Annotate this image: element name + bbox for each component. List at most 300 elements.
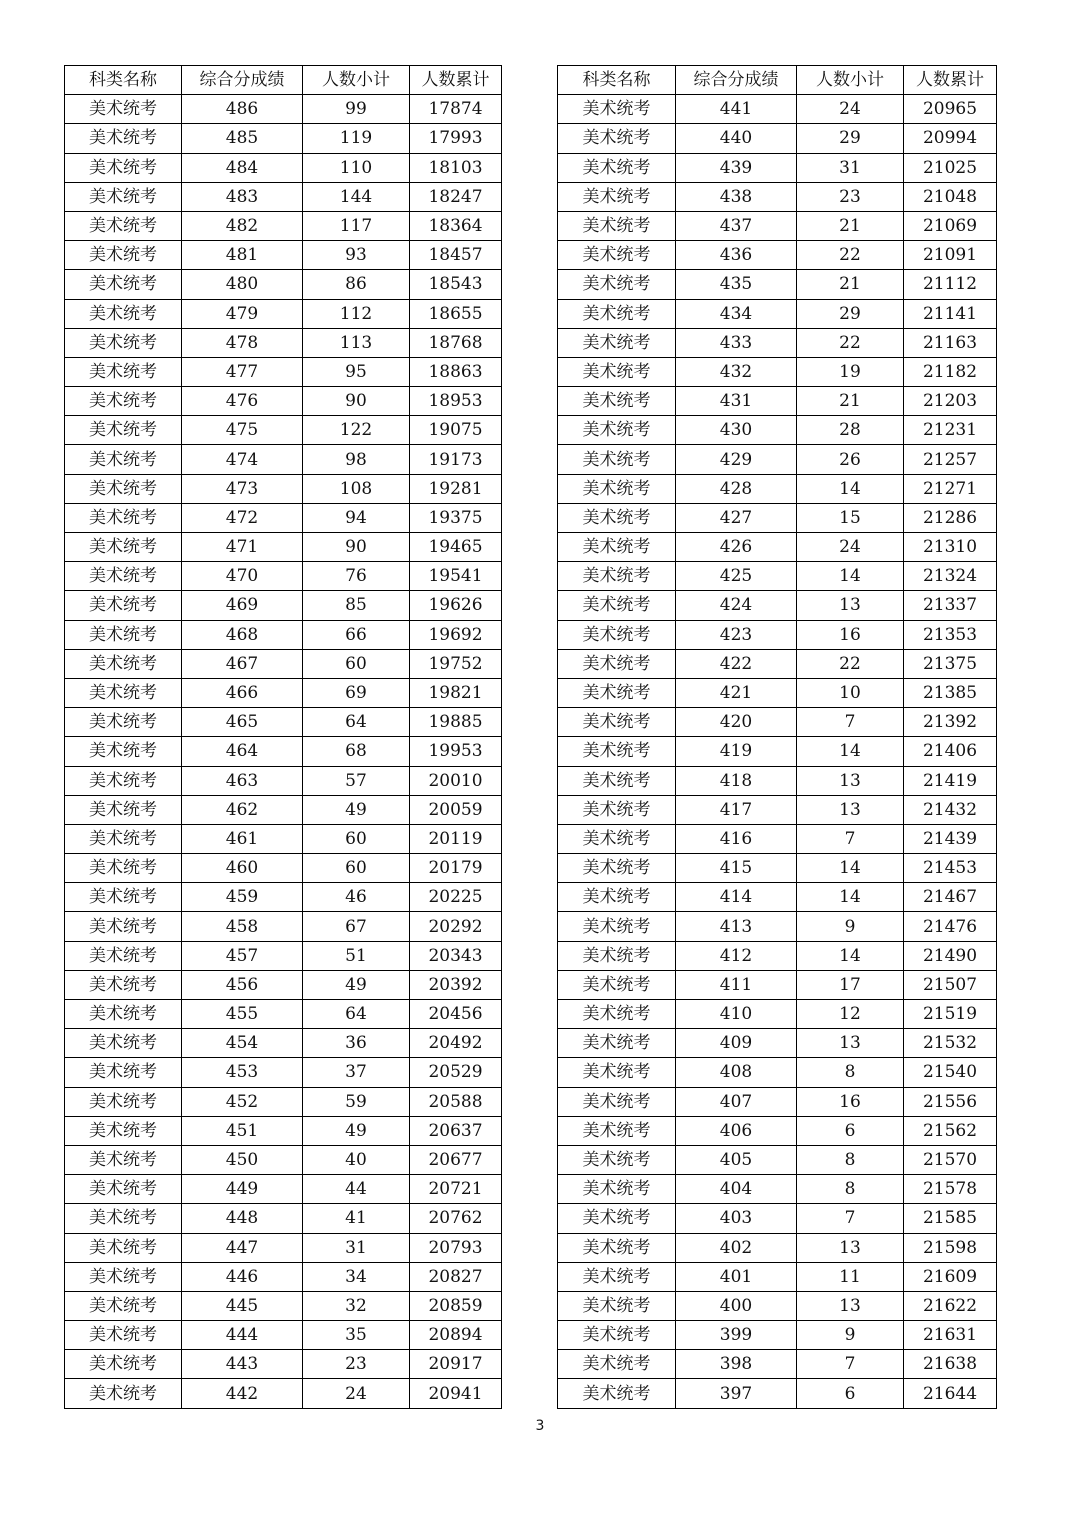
table-row [558, 766, 997, 795]
count-cell: 67 [303, 912, 410, 941]
score-cell: 447 [182, 1233, 303, 1262]
score-cell: 472 [182, 503, 303, 532]
table-row [558, 1175, 997, 1204]
table-row [65, 912, 502, 941]
count-cell: 13 [797, 795, 904, 824]
count-cell: 22 [797, 241, 904, 270]
count-cell: 49 [303, 795, 410, 824]
category-cell: 美术统考 [558, 708, 676, 737]
count-cell: 40 [303, 1145, 410, 1174]
cumulative-cell: 21025 [904, 153, 997, 182]
category-cell: 美术统考 [558, 182, 676, 211]
category-cell: 美术统考 [558, 1233, 676, 1262]
table-row [65, 562, 502, 591]
table-row [65, 503, 502, 532]
count-cell: 64 [303, 1000, 410, 1029]
score-cell: 409 [676, 1029, 797, 1058]
table-row [558, 95, 997, 124]
cumulative-cell: 21507 [904, 970, 997, 999]
count-cell: 51 [303, 941, 410, 970]
count-cell: 69 [303, 678, 410, 707]
cumulative-cell: 20793 [410, 1233, 502, 1262]
cumulative-cell: 18655 [410, 299, 502, 328]
score-cell: 460 [182, 854, 303, 883]
cumulative-cell: 20965 [904, 95, 997, 124]
table-row [65, 591, 502, 620]
category-cell: 美术统考 [65, 620, 182, 649]
score-cell: 476 [182, 387, 303, 416]
count-cell: 23 [797, 182, 904, 211]
cumulative-cell: 21203 [904, 387, 997, 416]
score-cell: 435 [676, 270, 797, 299]
cumulative-cell: 21406 [904, 737, 997, 766]
table-row [65, 1379, 502, 1408]
score-cell: 411 [676, 970, 797, 999]
table-row [558, 1262, 997, 1291]
score-cell: 430 [676, 416, 797, 445]
table-row [65, 387, 502, 416]
score-cell: 406 [676, 1116, 797, 1145]
cumulative-cell: 21182 [904, 357, 997, 386]
table-row [65, 474, 502, 503]
table-row [65, 649, 502, 678]
category-cell: 美术统考 [558, 795, 676, 824]
score-cell: 463 [182, 766, 303, 795]
count-cell: 24 [303, 1379, 410, 1408]
cumulative-cell: 20179 [410, 854, 502, 883]
score-cell: 422 [676, 649, 797, 678]
table-row [558, 708, 997, 737]
count-cell: 21 [797, 270, 904, 299]
score-cell: 454 [182, 1029, 303, 1058]
category-cell: 美术统考 [65, 503, 182, 532]
header-row [558, 66, 997, 95]
cumulative-cell: 21467 [904, 883, 997, 912]
category-cell: 美术统考 [65, 1233, 182, 1262]
table-row [558, 1145, 997, 1174]
score-cell: 462 [182, 795, 303, 824]
cumulative-cell: 18768 [410, 328, 502, 357]
table-row [558, 416, 997, 445]
category-cell: 美术统考 [558, 1000, 676, 1029]
category-cell: 美术统考 [65, 1350, 182, 1379]
score-cell: 450 [182, 1145, 303, 1174]
cumulative-cell: 21476 [904, 912, 997, 941]
cumulative-cell: 21419 [904, 766, 997, 795]
table-row [558, 503, 997, 532]
count-cell: 64 [303, 708, 410, 737]
count-cell: 13 [797, 591, 904, 620]
cumulative-cell: 21375 [904, 649, 997, 678]
score-cell: 455 [182, 1000, 303, 1029]
count-cell: 13 [797, 1291, 904, 1320]
table-row [558, 241, 997, 270]
score-cell: 448 [182, 1204, 303, 1233]
score-cell: 475 [182, 416, 303, 445]
count-cell: 9 [797, 912, 904, 941]
table-row [558, 1058, 997, 1087]
cumulative-cell: 21598 [904, 1233, 997, 1262]
table-row [65, 708, 502, 737]
count-cell: 13 [797, 1233, 904, 1262]
table-row [558, 737, 997, 766]
table-row [65, 1291, 502, 1320]
category-cell: 美术统考 [558, 1291, 676, 1320]
count-cell: 32 [303, 1291, 410, 1320]
table-row [558, 445, 997, 474]
cumulative-cell: 21353 [904, 620, 997, 649]
table-row [65, 1000, 502, 1029]
table-row [65, 416, 502, 445]
cumulative-cell: 20894 [410, 1321, 502, 1350]
table-row [558, 474, 997, 503]
cumulative-cell: 18953 [410, 387, 502, 416]
count-cell: 24 [797, 95, 904, 124]
category-cell: 美术统考 [65, 270, 182, 299]
category-cell: 美术统考 [558, 474, 676, 503]
score-cell: 417 [676, 795, 797, 824]
cumulative-cell: 21622 [904, 1291, 997, 1320]
cumulative-cell: 20059 [410, 795, 502, 824]
cumulative-cell: 20994 [904, 124, 997, 153]
score-cell: 479 [182, 299, 303, 328]
count-cell: 29 [797, 124, 904, 153]
count-cell: 117 [303, 211, 410, 240]
category-cell: 美术统考 [65, 1029, 182, 1058]
count-cell: 7 [797, 1204, 904, 1233]
category-cell: 美术统考 [65, 299, 182, 328]
table-row [558, 533, 997, 562]
table-row [558, 1029, 997, 1058]
score-cell: 423 [676, 620, 797, 649]
cumulative-cell: 21112 [904, 270, 997, 299]
cumulative-cell: 20119 [410, 824, 502, 853]
table-row [558, 562, 997, 591]
table-row [558, 970, 997, 999]
table-row [65, 1145, 502, 1174]
cumulative-cell: 21091 [904, 241, 997, 270]
category-cell: 美术统考 [65, 824, 182, 853]
score-cell: 421 [676, 678, 797, 707]
table-row [65, 970, 502, 999]
score-cell: 420 [676, 708, 797, 737]
cumulative-cell: 21609 [904, 1262, 997, 1291]
category-cell: 美术统考 [558, 620, 676, 649]
score-cell: 404 [676, 1175, 797, 1204]
count-cell: 37 [303, 1058, 410, 1087]
count-cell: 66 [303, 620, 410, 649]
count-cell: 21 [797, 387, 904, 416]
score-cell: 415 [676, 854, 797, 883]
score-cell: 461 [182, 824, 303, 853]
count-cell: 12 [797, 1000, 904, 1029]
category-cell: 美术统考 [65, 357, 182, 386]
category-cell: 美术统考 [558, 445, 676, 474]
category-cell: 美术统考 [558, 883, 676, 912]
table-row [558, 153, 997, 182]
count-cell: 119 [303, 124, 410, 153]
cumulative-cell: 18863 [410, 357, 502, 386]
category-cell: 美术统考 [65, 1087, 182, 1116]
category-cell: 美术统考 [558, 1321, 676, 1350]
cumulative-cell: 18543 [410, 270, 502, 299]
cumulative-cell: 21638 [904, 1350, 997, 1379]
table-row [65, 95, 502, 124]
category-cell: 美术统考 [558, 1029, 676, 1058]
column-header: 综合分成绩 [182, 66, 303, 95]
score-cell: 397 [676, 1379, 797, 1408]
column-header: 人数累计 [904, 66, 997, 95]
count-cell: 31 [303, 1233, 410, 1262]
score-cell: 426 [676, 533, 797, 562]
score-cell: 433 [676, 328, 797, 357]
count-cell: 13 [797, 1029, 904, 1058]
cumulative-cell: 21286 [904, 503, 997, 532]
category-cell: 美术统考 [65, 241, 182, 270]
score-cell: 416 [676, 824, 797, 853]
count-cell: 28 [797, 416, 904, 445]
table-row [65, 241, 502, 270]
cumulative-cell: 20762 [410, 1204, 502, 1233]
table-row [65, 153, 502, 182]
category-cell: 美术统考 [65, 649, 182, 678]
score-cell: 459 [182, 883, 303, 912]
score-cell: 474 [182, 445, 303, 474]
table-row [558, 1000, 997, 1029]
category-cell: 美术统考 [558, 678, 676, 707]
count-cell: 7 [797, 708, 904, 737]
count-cell: 10 [797, 678, 904, 707]
cumulative-cell: 17993 [410, 124, 502, 153]
cumulative-cell: 21453 [904, 854, 997, 883]
category-cell: 美术统考 [558, 241, 676, 270]
cumulative-cell: 21439 [904, 824, 997, 853]
category-cell: 美术统考 [558, 533, 676, 562]
category-cell: 美术统考 [558, 854, 676, 883]
table-row [65, 766, 502, 795]
table-row [558, 678, 997, 707]
table-row [558, 854, 997, 883]
cumulative-cell: 20392 [410, 970, 502, 999]
category-cell: 美术统考 [65, 854, 182, 883]
table-row [65, 678, 502, 707]
table-row [558, 1087, 997, 1116]
count-cell: 110 [303, 153, 410, 182]
cumulative-cell: 21644 [904, 1379, 997, 1408]
cumulative-cell: 20941 [410, 1379, 502, 1408]
cumulative-cell: 19821 [410, 678, 502, 707]
count-cell: 57 [303, 766, 410, 795]
cumulative-cell: 19541 [410, 562, 502, 591]
cumulative-cell: 21163 [904, 328, 997, 357]
table-row [65, 1262, 502, 1291]
count-cell: 6 [797, 1379, 904, 1408]
score-cell: 436 [676, 241, 797, 270]
cumulative-cell: 20588 [410, 1087, 502, 1116]
cumulative-cell: 20827 [410, 1262, 502, 1291]
category-cell: 美术统考 [65, 1000, 182, 1029]
count-cell: 9 [797, 1321, 904, 1350]
category-cell: 美术统考 [65, 416, 182, 445]
score-cell: 451 [182, 1116, 303, 1145]
count-cell: 14 [797, 562, 904, 591]
table-row [65, 533, 502, 562]
score-cell: 431 [676, 387, 797, 416]
score-cell: 452 [182, 1087, 303, 1116]
table-row [558, 1291, 997, 1320]
cumulative-cell: 21141 [904, 299, 997, 328]
category-cell: 美术统考 [65, 708, 182, 737]
count-cell: 76 [303, 562, 410, 591]
score-cell: 440 [676, 124, 797, 153]
column-header: 科类名称 [65, 66, 182, 95]
cumulative-cell: 19281 [410, 474, 502, 503]
category-cell: 美术统考 [558, 737, 676, 766]
cumulative-cell: 20917 [410, 1350, 502, 1379]
count-cell: 93 [303, 241, 410, 270]
score-cell: 481 [182, 241, 303, 270]
score-cell: 449 [182, 1175, 303, 1204]
score-cell: 468 [182, 620, 303, 649]
category-cell: 美术统考 [65, 970, 182, 999]
category-cell: 美术统考 [558, 941, 676, 970]
score-cell: 419 [676, 737, 797, 766]
category-cell: 美术统考 [65, 912, 182, 941]
cumulative-cell: 20225 [410, 883, 502, 912]
table-row [65, 620, 502, 649]
cumulative-cell: 21631 [904, 1321, 997, 1350]
category-cell: 美术统考 [558, 299, 676, 328]
column-header: 人数累计 [410, 66, 502, 95]
cumulative-cell: 21585 [904, 1204, 997, 1233]
score-cell: 400 [676, 1291, 797, 1320]
count-cell: 8 [797, 1175, 904, 1204]
score-cell: 432 [676, 357, 797, 386]
table-row [558, 182, 997, 211]
score-cell: 484 [182, 153, 303, 182]
category-cell: 美术统考 [65, 1145, 182, 1174]
table-row [65, 737, 502, 766]
page-number: 3 [535, 1418, 545, 1434]
table-row [65, 1350, 502, 1379]
cumulative-cell: 21578 [904, 1175, 997, 1204]
score-cell: 486 [182, 95, 303, 124]
cumulative-cell: 17874 [410, 95, 502, 124]
count-cell: 122 [303, 416, 410, 445]
table-row [558, 124, 997, 153]
category-cell: 美术统考 [65, 533, 182, 562]
table-row [558, 357, 997, 386]
count-cell: 23 [303, 1350, 410, 1379]
count-cell: 36 [303, 1029, 410, 1058]
count-cell: 99 [303, 95, 410, 124]
score-cell: 473 [182, 474, 303, 503]
category-cell: 美术统考 [558, 591, 676, 620]
score-cell: 428 [676, 474, 797, 503]
category-cell: 美术统考 [558, 1087, 676, 1116]
category-cell: 美术统考 [558, 328, 676, 357]
category-cell: 美术统考 [65, 474, 182, 503]
cumulative-cell: 18457 [410, 241, 502, 270]
score-cell: 425 [676, 562, 797, 591]
table-row [65, 445, 502, 474]
count-cell: 11 [797, 1262, 904, 1291]
score-cell: 482 [182, 211, 303, 240]
cumulative-cell: 21519 [904, 1000, 997, 1029]
score-cell: 402 [676, 1233, 797, 1262]
count-cell: 14 [797, 883, 904, 912]
count-cell: 44 [303, 1175, 410, 1204]
category-cell: 美术统考 [65, 941, 182, 970]
category-cell: 美术统考 [558, 1058, 676, 1087]
count-cell: 90 [303, 533, 410, 562]
score-cell: 470 [182, 562, 303, 591]
count-cell: 14 [797, 941, 904, 970]
score-cell: 469 [182, 591, 303, 620]
count-cell: 8 [797, 1058, 904, 1087]
count-cell: 41 [303, 1204, 410, 1233]
category-cell: 美术统考 [558, 649, 676, 678]
score-cell: 445 [182, 1291, 303, 1320]
count-cell: 16 [797, 620, 904, 649]
column-header: 综合分成绩 [676, 66, 797, 95]
cumulative-cell: 21556 [904, 1087, 997, 1116]
category-cell: 美术统考 [558, 970, 676, 999]
count-cell: 21 [797, 211, 904, 240]
score-table-left [64, 65, 502, 1409]
table-row [65, 357, 502, 386]
table-row [558, 328, 997, 357]
category-cell: 美术统考 [65, 883, 182, 912]
table-row [65, 124, 502, 153]
count-cell: 94 [303, 503, 410, 532]
table-row [558, 1204, 997, 1233]
table-row [558, 1379, 997, 1408]
category-cell: 美术统考 [558, 153, 676, 182]
count-cell: 68 [303, 737, 410, 766]
score-cell: 444 [182, 1321, 303, 1350]
count-cell: 7 [797, 824, 904, 853]
table-row [65, 883, 502, 912]
category-cell: 美术统考 [65, 445, 182, 474]
table-row [65, 1233, 502, 1262]
table-row [558, 1350, 997, 1379]
cumulative-cell: 19075 [410, 416, 502, 445]
cumulative-cell: 20721 [410, 1175, 502, 1204]
count-cell: 22 [797, 649, 904, 678]
score-cell: 414 [676, 883, 797, 912]
category-cell: 美术统考 [558, 95, 676, 124]
cumulative-cell: 20529 [410, 1058, 502, 1087]
table-row [65, 1204, 502, 1233]
table-row [65, 182, 502, 211]
cumulative-cell: 21392 [904, 708, 997, 737]
table-row [65, 1029, 502, 1058]
count-cell: 26 [797, 445, 904, 474]
category-cell: 美术统考 [558, 912, 676, 941]
cumulative-cell: 20677 [410, 1145, 502, 1174]
cumulative-cell: 19885 [410, 708, 502, 737]
table-row [558, 824, 997, 853]
score-cell: 412 [676, 941, 797, 970]
cumulative-cell: 20010 [410, 766, 502, 795]
category-cell: 美术统考 [65, 124, 182, 153]
score-cell: 405 [676, 1145, 797, 1174]
cumulative-cell: 20859 [410, 1291, 502, 1320]
score-cell: 442 [182, 1379, 303, 1408]
count-cell: 24 [797, 533, 904, 562]
cumulative-cell: 21069 [904, 211, 997, 240]
